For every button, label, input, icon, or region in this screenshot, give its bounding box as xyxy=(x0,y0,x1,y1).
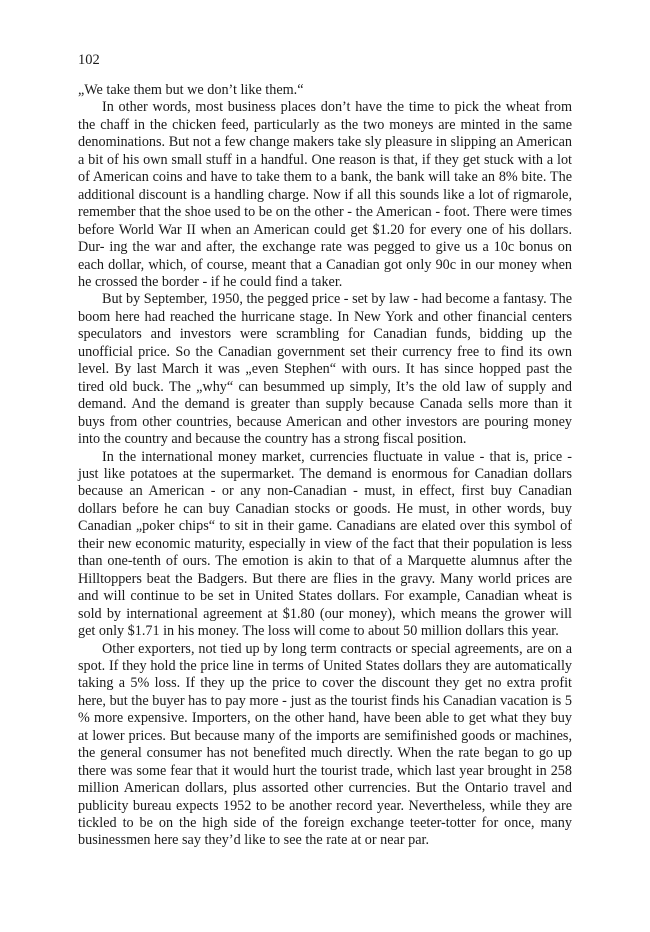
paragraph-chaff: In other words, most business places don’t have the time to pick the wheat from the chaff in the chicken feed, particularly as the two moneys are minted in the same denominations. But not a few change makers take sly pleasure in slipping an American a bit of his own small stuff in a handful. One reason is that, if they get stuck with a lot of American coins and have to take them to a bank, the bank will take an 8% bite. The additional discount is a handling charge. Now if all this sounds like a lot of rigmarole, remember that the shoe used to be on the other - the American - foot. There were times before World War II when an American could get $1.20 for every one of his dollars. Dur- ing the war and after, the exchange rate was pegged to give us a 10c bonus on each dollar, which, of course, meant that a Canadian got only 90c in our money when he crossed the border - if he could find a taker. xyxy=(78,99,572,290)
paragraph-pegged-price: But by September, 1950, the pegged price - set by law - had become a fantasy. The boom here had reached the hurricane stage. In New York and other financial centers speculators and investors were scrambling for Canadian funds, bidding up the unofficial price. So the Canadian government set their currency free to find its own level. By last March it was „even Stephen“ with ours. It has since hopped past the tired old buck. The „why“ can besummed up simply, It’s the old law of supply and demand. And the demand is greater than supply because Canada sells more than it buys from other countries, because American and other investors are pouring money into the country and because the country has a strong fiscal position. xyxy=(78,291,572,448)
paragraph-money-market: In the international money market, currencies fluctuate in value - that is, price - just like potatoes at the supermarket. The demand is enormous for Canadian dollars because an American - or any non-Canadian - must, in effect, first buy Canadian dollars before he can buy Canadian stocks or goods. He must, in other words, buy Canadian „poker chips“ to sit in their game. Canadians are elated over this symbol of their new economic maturity, especially in view of the fact that their population is less than one-tenth of ours. The emotion is akin to that of a Marquette alumnus after the Hilltoppers beat the Badgers. But there are flies in the gravy. Many world prices are and will continue to be set in United States dollars. For example, Canadian wheat is sold by international agreement at $1.80 (our money), which means the grower will get only $1.71 in his money. The loss will come to about 50 million dollars this year. xyxy=(78,448,572,640)
paragraph-exporters: Other exporters, not tied up by long term contracts or special agreements, are on a spot. If they hold the price line in terms of United States dollars they are automatically taking a 5% loss. If they up the price to cover the discount they get no extra profit here, but the buyer has to pay more - just as the tourist finds his Canadian vacation is 5 % more expensive. Importers, on the other hand, have been able to get what they buy at lower prices. But because many of the imports are semifinished goods or machines, the general consumer has not benefited much directly. When the rate began to go up there was some fear that it would hurt the tourist trade, which last year brought in 258 million American dollars, plus assorted other currencies. But the Ontario travel and publicity bureau expects 1952 to be another record year. Nevertheless, while they are tickled to be on the high side of the foreign exchange teeter-totter for once, many businessmen here say they’d like to see the rate at or near par. xyxy=(78,640,572,849)
page-number: 102 xyxy=(78,52,100,68)
paragraph-quote: „We take them but we don’t like them.“ xyxy=(78,82,304,98)
body-text xyxy=(78,82,572,850)
book-page xyxy=(78,51,572,850)
